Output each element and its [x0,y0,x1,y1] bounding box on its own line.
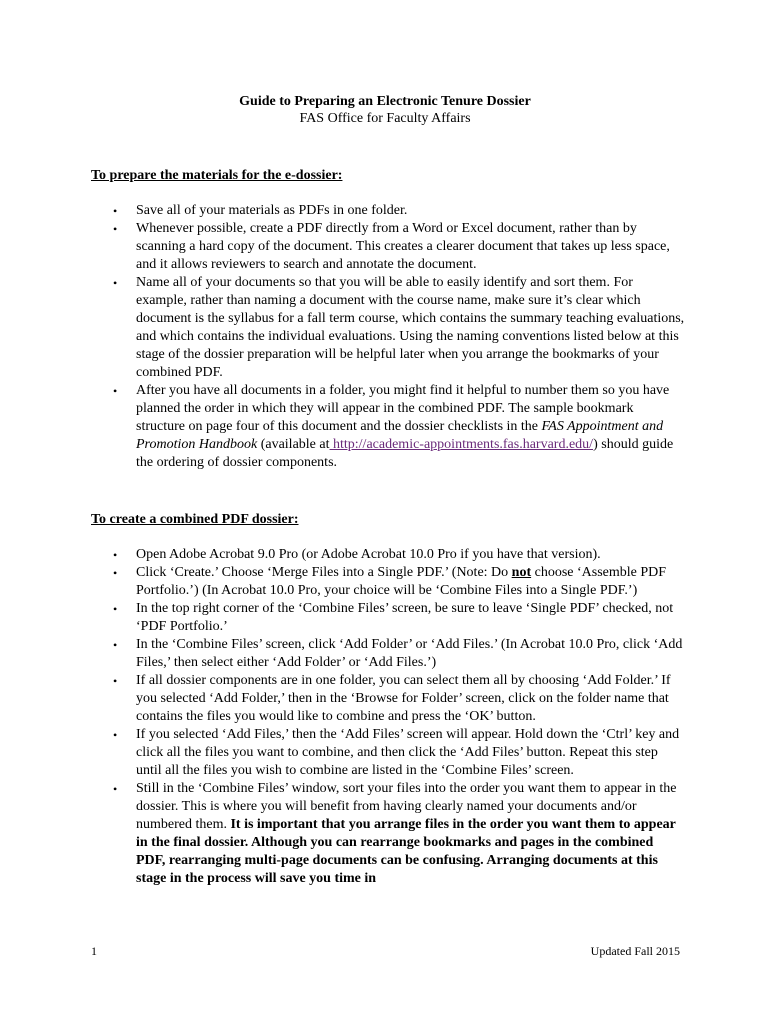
academic-appointments-link[interactable]: http://academic-appointments.fas.harvard.edu/ [329,437,594,452]
list-item-text: Whenever possible, create a PDF directly from a Word or Excel document, rather than by scanning a hard copy of the document. This creates a clearer document that takes up less space, and it allows reviewers to search and annotate the document. [136,221,670,272]
bullet-icon: • [113,276,118,290]
title-block [0,93,770,127]
bullet-icon: • [113,728,118,742]
list-item [91,202,685,220]
bullet-icon: • [113,384,118,398]
list-item-text: Save all of your materials as PDFs in one folder. [136,203,408,218]
important-note: It is important that you arrange files in the order you want them to appear in the final dossier. Although you can rearrange bookmarks and pages in the combined PDF, rearranging multi-page documents can be confusing. Arranging documents at this stage in the process will save you time in [136,817,676,886]
list-item [91,726,685,780]
list-item-text: ) should guide the ordering of dossier components. [136,437,674,470]
list-item [91,636,685,672]
list-item-text: If you selected ‘Add Files,’ then the ‘Add Files’ screen will appear. Hold down the ‘Ctrl’ key and click all the files you want to combine, and then click the ‘Add Files’ button. Repeat this step until all the files you wish to combine are listed in the ‘Combine Files’ screen. [136,727,680,778]
page-number: 1 [91,944,97,958]
list-item [91,274,685,382]
list-item [91,600,685,636]
list-item [91,564,685,600]
section-heading-combine: To create a combined PDF dossier: [91,512,299,527]
document-subtitle: FAS Office for Faculty Affairs [299,111,471,126]
list-item [91,382,685,472]
bullet-icon: • [113,782,118,796]
list-item-text: In the top right corner of the ‘Combine Files’ screen, be sure to leave ‘Single PDF’ checked, not ‘PDF Portfolio.’ [136,601,674,634]
bullet-icon: • [113,602,118,616]
list-item-text: Still in the ‘Combine Files’ window, sort your files into the order you want them to appear in the dossier. This is where you will benefit from having clearly named your documents and/or numbered them. [136,781,677,832]
list-item-text: (available at [257,437,330,452]
list-item-text: After you have all documents in a folder, you might find it helpful to number them so you have planned the order in which they will appear in the combined PDF. The sample bookmark structure on page four of this document and the dossier checklists in the [136,383,670,434]
list-item [91,672,685,726]
list-item-text: If all dossier components are in one folder, you can select them all by choosing ‘Add Folder.’ If you selected ‘Add Folder,’ then in the ‘Browse for Folder’ screen, click on the folder name that contains the files you would like to combine and press the ‘OK’ button. [136,673,671,724]
emphasis-not: not [511,565,532,580]
list-item-text: Name all of your documents so that you will be able to easily identify and sort them. For example, rather than naming a document with the course name, make sure it’s clear which document is the syllabus for a fall term course, which contains the summary teaching evaluations, and which contains the individual evaluations. Using the naming conventions listed below at this stage of the dossier preparation will be helpful later when you arrange the bookmarks of your combined PDF. [136,275,685,380]
list-item [91,780,685,888]
list-item-text: choose ‘Assemble PDF Portfolio.’) (In Acrobat 10.0 Pro, your choice will be ‘Combine Files into a Single PDF.’) [136,565,667,598]
list-item-text: Click ‘Create.’ Choose ‘Merge Files into a Single PDF.’ (Note: Do [136,565,512,580]
updated-date: Updated Fall 2015 [590,944,680,958]
bullet-icon: • [113,204,118,218]
handbook-title: FAS Appointment and Promotion Handbook [136,419,664,452]
list-item-text: Open Adobe Acrobat 9.0 Pro (or Adobe Acrobat 10.0 Pro if you have that version). [136,547,601,562]
bullet-icon: • [113,566,118,580]
list-item-text: In the ‘Combine Files’ screen, click ‘Add Folder’ or ‘Add Files.’ (In Acrobat 10.0 Pro, click ‘Add Files,’ then select either ‘Add Folder’ or ‘Add Files.’) [136,637,683,670]
list-item [91,220,685,274]
list-item [91,546,685,564]
bullet-icon: • [113,548,118,562]
bullet-icon: • [113,222,118,236]
document-title: Guide to Preparing an Electronic Tenure Dossier [239,94,531,109]
combine-list [91,546,685,888]
prepare-list [91,202,685,472]
section-heading-prepare: To prepare the materials for the e-dossier: [91,168,343,183]
bullet-icon: • [113,674,118,688]
bullet-icon: • [113,638,118,652]
